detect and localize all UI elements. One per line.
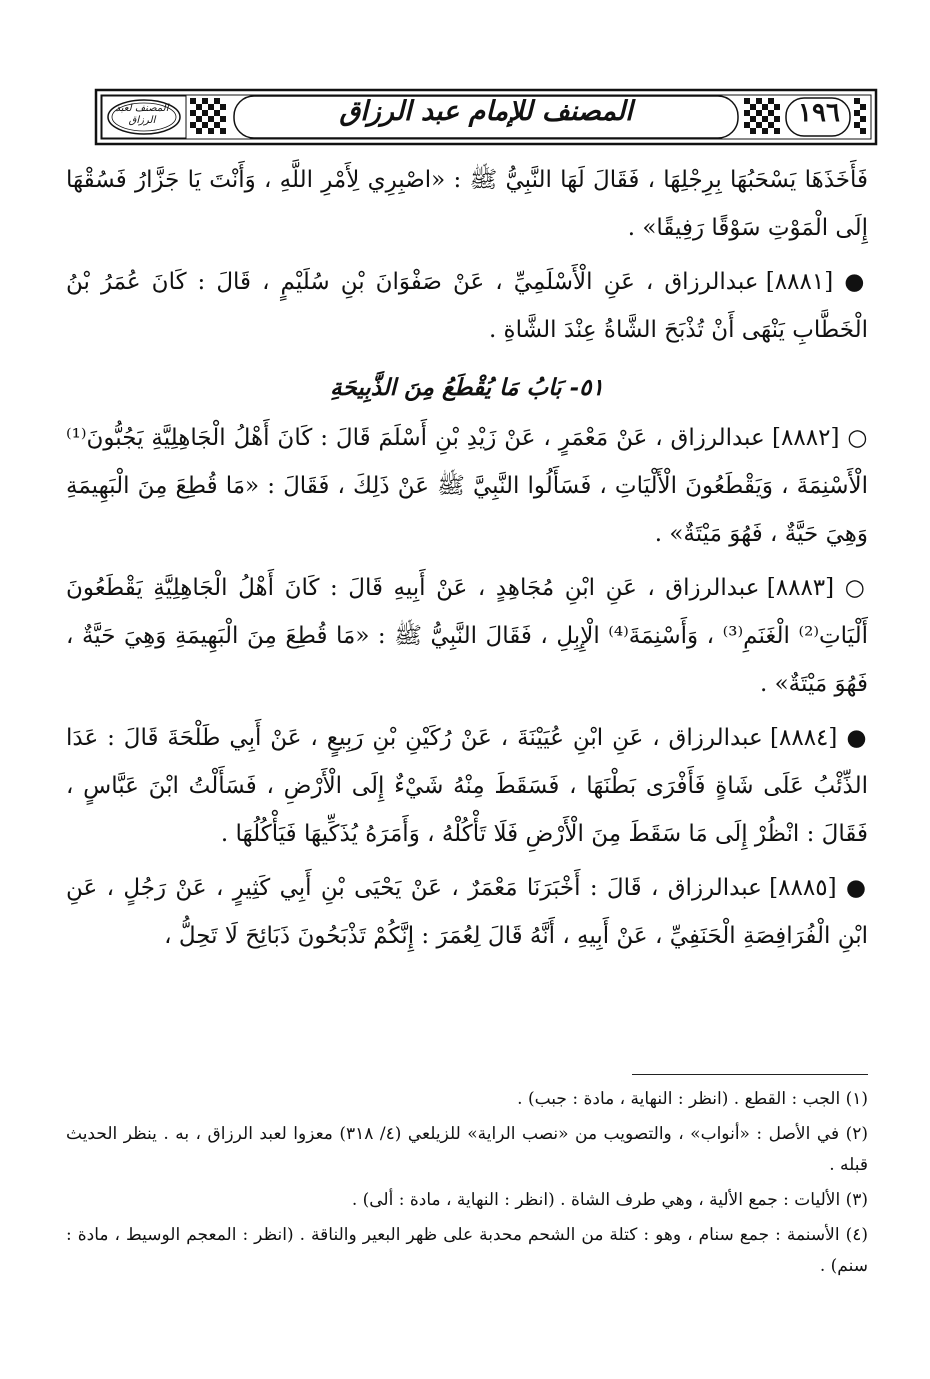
hadith-text: [٨٨٨٥] عبدالرزاق ، قَالَ : أَخْبَرَنَا مَعْمَرٌ ، عَنْ يَحْيَى بْنِ أَبِي كَثِيرٍ ، عَنْ رَجُلٍ ، عَنِ ابْنِ الْفُرَافِصَةِ الْحَنَفِيِّ ، عَنْ أَبِيهِ ، أَنَّهُ قَالَ لِعُمَرَ : إِنَّكُمْ تَذْبَحُونَ ذَبَائِحَ لَا تَحِلُّ ، [66, 875, 868, 949]
hadith-text: [٨٨٨٣] عبدالرزاق ، عَنِ ابْنِ مُجَاهِدٍ ، عَنْ أَبِيهِ قَالَ : كَانَ أَهْلُ الْجَاهِلِيَّةِ يَقْطَعُونَ أَلْيَاتِ⁽²⁾ الْغَنَمِ⁽³⁾ ، وَأَسْنِمَةَ⁽⁴⁾ الْإِبِلِ ، فَقَالَ النَّبِيُّ ﷺ : «مَا قُطِعَ مِنَ الْبَهِيمَةِ وَهِيَ حَيَّةٌ ، فَهُوَ مَيْتَةٌ» . [66, 575, 868, 697]
hadith-text: [٨٨٨١] عبدالرزاق ، عَنِ الْأَسْلَمِيِّ ، عَنْ صَفْوَانَ بْنِ سُلَيْمٍ ، قَالَ : كَانَ عُمَرُ بْنُ الْخَطَّابِ يَنْهَى أَنْ تُذْبَحَ الشَّاةُ عِنْدَ الشَّاةِ . [66, 269, 868, 343]
hadith-text: [٨٨٨٢] عبدالرزاق ، عَنْ مَعْمَرٍ ، عَنْ زَيْدِ بْنِ أَسْلَمَ قَالَ : كَانَ أَهْلُ الْجَاهِلِيَّةِ يَجُبُّونَ⁽¹⁾ الْأَسْنِمَةَ ، وَيَقْطَعُونَ الْأَلْيَاتِ ، فَسَأَلُوا النَّبِيَّ ﷺ عَنْ ذَلِكَ ، فَقَالَ : «مَا قُطِعَ مِنَ الْبَهِيمَةِ وَهِيَ حَيَّةٌ ، فَهُوَ مَيْتَةٌ» . [66, 425, 868, 547]
footnote-separator [632, 1074, 868, 1075]
footnotes [66, 1084, 868, 1286]
hadith-8881 [66, 258, 868, 354]
hollow-bullet-marker: ○ [847, 425, 869, 451]
hadith-8885 [66, 864, 868, 960]
hadith-text: [٨٨٨٤] عبدالرزاق ، عَنِ ابْنِ عُيَيْنَةَ ، عَنْ رُكَيْنِ بْنِ رَبِيعٍ ، عَنْ أَبِي طَلْحَةَ قَالَ : عَدَا الذِّئْبُ عَلَى شَاةٍ فَأَفْرَى بَطْنَهَا ، فَسَقَطَ مِنْهُ شَيْءٌ إِلَى الْأَرْضِ ، فَسَأَلْتُ ابْنَ عَبَّاسٍ ، فَقَالَ : انْظُرْ إِلَى مَا سَقَطَ مِنَ الْأَرْضِ فَلَا تَأْكُلْهُ ، وَأَمَرَهُ يُذَكِّيهَا فَيَأْكُلُهَا . [66, 725, 868, 847]
paragraph-continuation: فَأَخَذَهَا يَسْحَبُهَا بِرِجْلِهَا ، فَقَالَ لَهَا النَّبِيُّ ﷺ : «اصْبِرِي لِأَمْرِ اللَّهِ ، وَأَنْتَ يَا جَزَّارُ فَسُقْهَا إِلَى الْمَوْتِ سَوْقًا رَفِيقًا» . [66, 167, 868, 241]
filled-bullet-marker: ● [846, 725, 868, 751]
page-header [94, 88, 878, 146]
hadith-8882 [66, 414, 868, 558]
footnote-3: (٣) الأليات : جمع الألية ، وهي طرف الشاة . (انظر : النهاية ، مادة : ألى) . [351, 1190, 868, 1210]
page-number: ١٩٦ [798, 98, 840, 128]
footnote-4: (٤) الأسنمة : جمع سنام ، وهو : كتلة من الشحم محدبة على ظهر البعير والناقة . (انظر : المعجم الوسيط ، مادة : سنم) . [66, 1225, 868, 1276]
hollow-bullet-marker: ○ [844, 575, 868, 601]
chapter-heading: ٥١- بَابُ مَا يُقْطَعُ مِنَ الذَّبِيحَةِ [330, 374, 604, 401]
footnote-1: (١) الجب : القطع . (انظر : النهاية ، مادة : جبب) . [517, 1089, 868, 1109]
footnote-2: (٢) في الأصل : «أنواب» ، والتصويب من «نصب الراية» للزيلعي (٤/ ٣١٨) معزوا لعبد الرزاق ، به . ينظر الحديث قبله . [66, 1124, 869, 1175]
hadith-8883 [66, 564, 868, 708]
header-seal-text: المصنف لعبد الرزاق [115, 103, 169, 126]
page-title: المصنف للإمام عبد الرزاق [339, 96, 633, 127]
filled-bullet-marker: ● [845, 875, 869, 901]
filled-bullet-marker: ● [844, 269, 868, 295]
main-text [66, 156, 868, 966]
ornament-pattern-left [190, 98, 226, 134]
hadith-8884 [66, 714, 868, 858]
